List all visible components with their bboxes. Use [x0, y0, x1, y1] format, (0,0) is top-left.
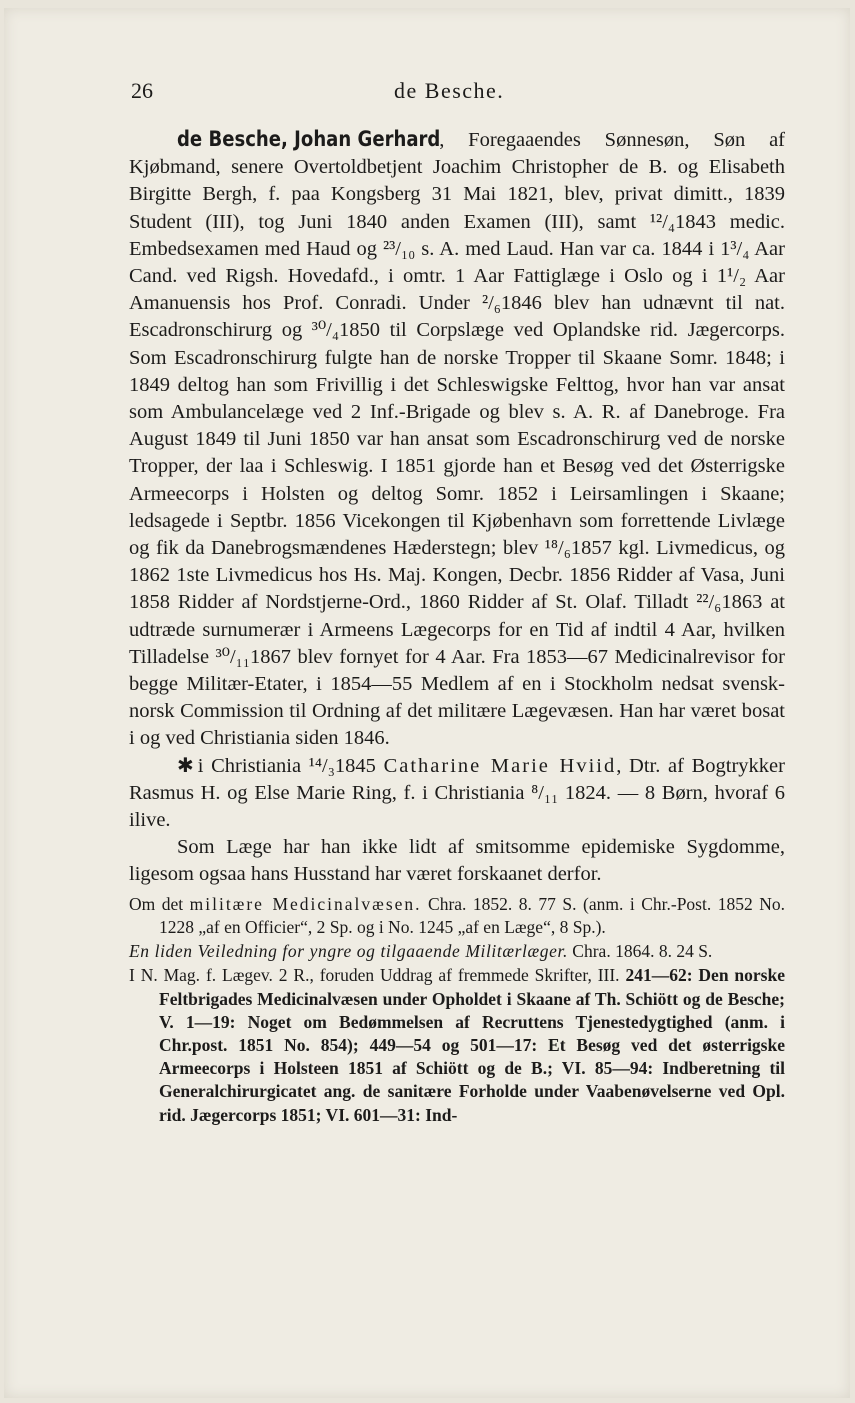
- biographical-entry: [129, 126, 785, 889]
- marriage-icon: ✱: [177, 754, 194, 777]
- bibliography: [129, 893, 785, 1127]
- scanned-page: [4, 8, 850, 1398]
- spouse-name: Catharine Marie Hviid: [383, 754, 617, 777]
- page-content: [129, 76, 785, 1127]
- page-number: 26: [131, 78, 153, 103]
- marriage-text-after: , Dtr. af Bogtrykker Rasmus H. og Else Marie Ring, f. i Christiania ⁸/₁₁ 1824. — 8 Børn, hvoraf 6 ilive.: [129, 754, 785, 832]
- page-header: [129, 76, 785, 112]
- bibliography-item: En liden Veiledning for yngre og tilgaaende Militærlæger. Chra. 1864. 8. 24 S.: [129, 941, 713, 962]
- marriage-text-before: i Christiania ¹⁴/₃1845: [197, 754, 384, 777]
- bibliography-title: militære Medicinalvæsen.: [189, 893, 422, 914]
- running-head: de Besche.: [394, 78, 505, 103]
- bibliography-article-list: 241—62: Den norske Feltbrigades Medicinalvæsen under Opholdet i Skaane af Th. Schiött og de Besche; V. 1—19: Noget om Bedømmelsen af Recruttens Tjenestedygtighed (anm. i Chr.post. 1851 No. 854); 449—54 og 501—17: Et Besøg ved det østerrigske Armeecorps i Holsteen 1851 af Schiött og de B.; VI. 85—94: Indberetning til Generalchirurgicatet ang. de sanitære Forholde under Vaabenøvelserne ved Opl. rid. Jægercorps 1851; VI. 601—31: Ind-: [159, 965, 785, 1125]
- health-note: Som Læge har han ikke lidt af smitsomme epidemiske Sygdomme, ligesom ogsaa hans Husstand har været forskaanet derfor.: [129, 836, 785, 886]
- bibliography-title: En liden Veiledning for yngre og tilgaaende Militærlæger.: [129, 941, 568, 962]
- entry-name: de Besche, Johan Gerhard: [177, 127, 441, 151]
- bibliography-item: Om det militære Medicinalvæsen. Chra. 1852. 8. 77 S. (anm. i Chr.-Post. 1852 No. 1228 „af en Officier“, 2 Sp. og i No. 1245 „af en Læge“, 8 Sp.).: [129, 893, 785, 937]
- bibliography-item: I N. Mag. f. Lægev. 2 R., foruden Uddrag af fremmede Skrifter, III. 241—62: Den norske Feltbrigades Medicinalvæsen under Opholdet i Skaane af Th. Schiött og de Besche; V. 1—19: Noget om Bedømmelsen af Recruttens Tjenestedygtighed (anm. i Chr.post. 1851 No. 854); 449—54 og 501—17: Et Besøg ved det østerrigske Armeecorps i Holsteen 1851 af Schiött og de B.; VI. 85—94: Indberetning til Generalchirurgicatet ang. de sanitære Forholde under Vaabenøvelserne ved Opl. rid. Jægercorps 1851; VI. 601—31: Ind-: [129, 965, 785, 1125]
- entry-biography: , Foregaaendes Sønnesøn, Søn af Kjøbmand, senere Overtoldbetjent Joachim Christopher de B. og Elisabeth Birgitte Bergh, f. paa Kongsberg 31 Mai 1821, blev, privat dimitt., 1839 Student (III), tog Juni 1840 anden Examen (III), samt ¹²/₄1843 medic. Embedsexamen med Haud og ²³/₁₀ s. A. med Laud. Han var ca. 1844 i 1³/₄ Aar Cand. ved Rigsh. Hovedafd., i omtr. 1 Aar Fattiglæge i Oslo og i 1¹/₂ Aar Amanuensis hos Prof. Conradi. Under ²/₆1846 blev han udnævnt til nat. Escadronschirurg og ³⁰/₄1850 til Corpslæge ved Oplandske rid. Jægercorps. Som Escadronschirurg fulgte han de norske Tropper til Skaane Somr. 1848; i 1849 deltog han som Frivillig i det Schleswigske Felttog, hvor han var ansat som Ambulancelæge ved 2 Inf.-Brigade og blev s. A. R. af Danebroge. Fra August 1849 til Juni 1850 var han ansat som Escadronschirurg ved de norske Tropper, der laa i Schleswig. I 1851 gjorde han et Besøg ved det Østerrigske Armeecorps i Holsten og deltog Somr. 1852 i Leirsamlingen i Skaane; ledsagede i Septbr. 1856 Vicekongen til Kjøbenhavn som forrettende Livlæge og fik da Danebrogsmændenes Hæderstegn; blev ¹⁸/₆1857 kgl. Livmedicus, og 1862 1ste Livmedicus hos Hs. Maj. Kongen, Decbr. 1856 Ridder af Vasa, Juni 1858 Ridder af Nordstjerne-Ord., 1860 Ridder af St. Olaf. Tilladt ²²/₆1863 at udtræde surnumerær i Armeens Lægecorps for en Tid af indtil 4 Aar, hvilken Tilladelse ³⁰/₁₁1867 blev fornyet for 4 Aar. Fra 1853—67 Medicinalrevisor for begge Militær-Etater, i 1854—55 Medlem af en i Stockholm nedsat svensk-norsk Commission til Ordning af det militære Lægevæsen. Han har været bosat i og ved Christiania siden 1846.: [129, 129, 785, 750]
